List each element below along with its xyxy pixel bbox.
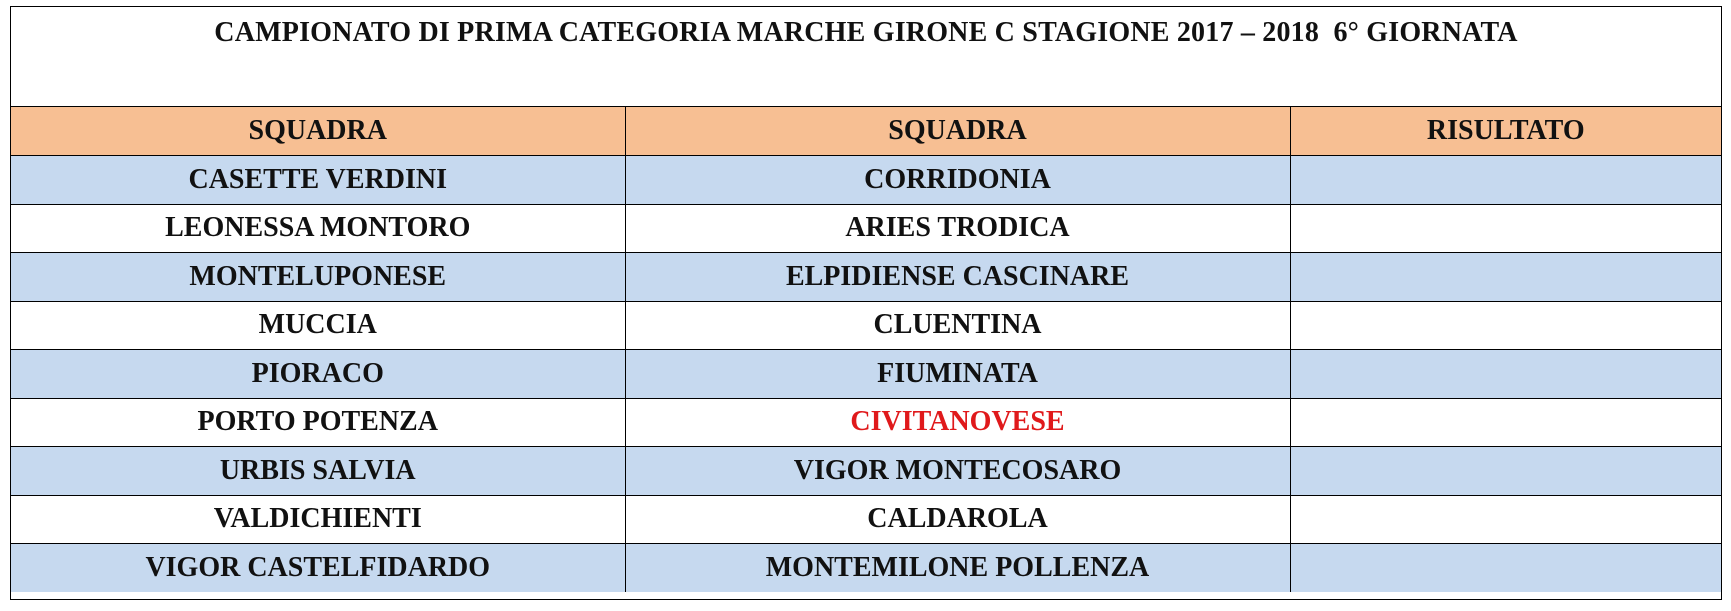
fixtures-sheet — [10, 6, 1722, 600]
table-row — [11, 156, 1721, 205]
away-team-cell: ARIES TRODICA — [625, 204, 1290, 253]
result-cell — [1290, 204, 1721, 253]
table-header-row — [11, 107, 1721, 156]
table-row — [11, 253, 1721, 302]
away-team-cell: MONTEMILONE POLLENZA — [625, 544, 1290, 593]
home-team-cell: MONTELUPONESE — [11, 253, 625, 302]
header-home-team: SQUADRA — [11, 107, 625, 156]
table-row — [11, 495, 1721, 544]
table-row — [11, 301, 1721, 350]
table-row — [11, 544, 1721, 593]
table-row — [11, 447, 1721, 496]
home-team-cell: MUCCIA — [11, 301, 625, 350]
fixtures-table — [11, 107, 1721, 592]
header-away-team: SQUADRA — [625, 107, 1290, 156]
result-cell — [1290, 447, 1721, 496]
home-team-cell: URBIS SALVIA — [11, 447, 625, 496]
away-team-cell: CORRIDONIA — [625, 156, 1290, 205]
home-team-cell: PIORACO — [11, 350, 625, 399]
home-team-cell: CASETTE VERDINI — [11, 156, 625, 205]
result-cell — [1290, 301, 1721, 350]
table-row — [11, 204, 1721, 253]
result-cell — [1290, 495, 1721, 544]
result-cell — [1290, 398, 1721, 447]
home-team-cell: PORTO POTENZA — [11, 398, 625, 447]
home-team-cell: VIGOR CASTELFIDARDO — [11, 544, 625, 593]
page-title: CAMPIONATO DI PRIMA CATEGORIA MARCHE GIRONE C STAGIONE 2017 – 2018 6° GIORNATA — [11, 7, 1721, 107]
away-team-cell: ELPIDIENSE CASCINARE — [625, 253, 1290, 302]
away-team-cell: VIGOR MONTECOSARO — [625, 447, 1290, 496]
away-team-cell-highlighted: CIVITANOVESE — [625, 398, 1290, 447]
header-result: RISULTATO — [1290, 107, 1721, 156]
home-team-cell: LEONESSA MONTORO — [11, 204, 625, 253]
result-cell — [1290, 350, 1721, 399]
away-team-cell: CALDAROLA — [625, 495, 1290, 544]
result-cell — [1290, 253, 1721, 302]
home-team-cell: VALDICHIENTI — [11, 495, 625, 544]
away-team-cell: FIUMINATA — [625, 350, 1290, 399]
result-cell — [1290, 156, 1721, 205]
away-team-cell: CLUENTINA — [625, 301, 1290, 350]
result-cell — [1290, 544, 1721, 593]
table-row — [11, 350, 1721, 399]
table-row — [11, 398, 1721, 447]
